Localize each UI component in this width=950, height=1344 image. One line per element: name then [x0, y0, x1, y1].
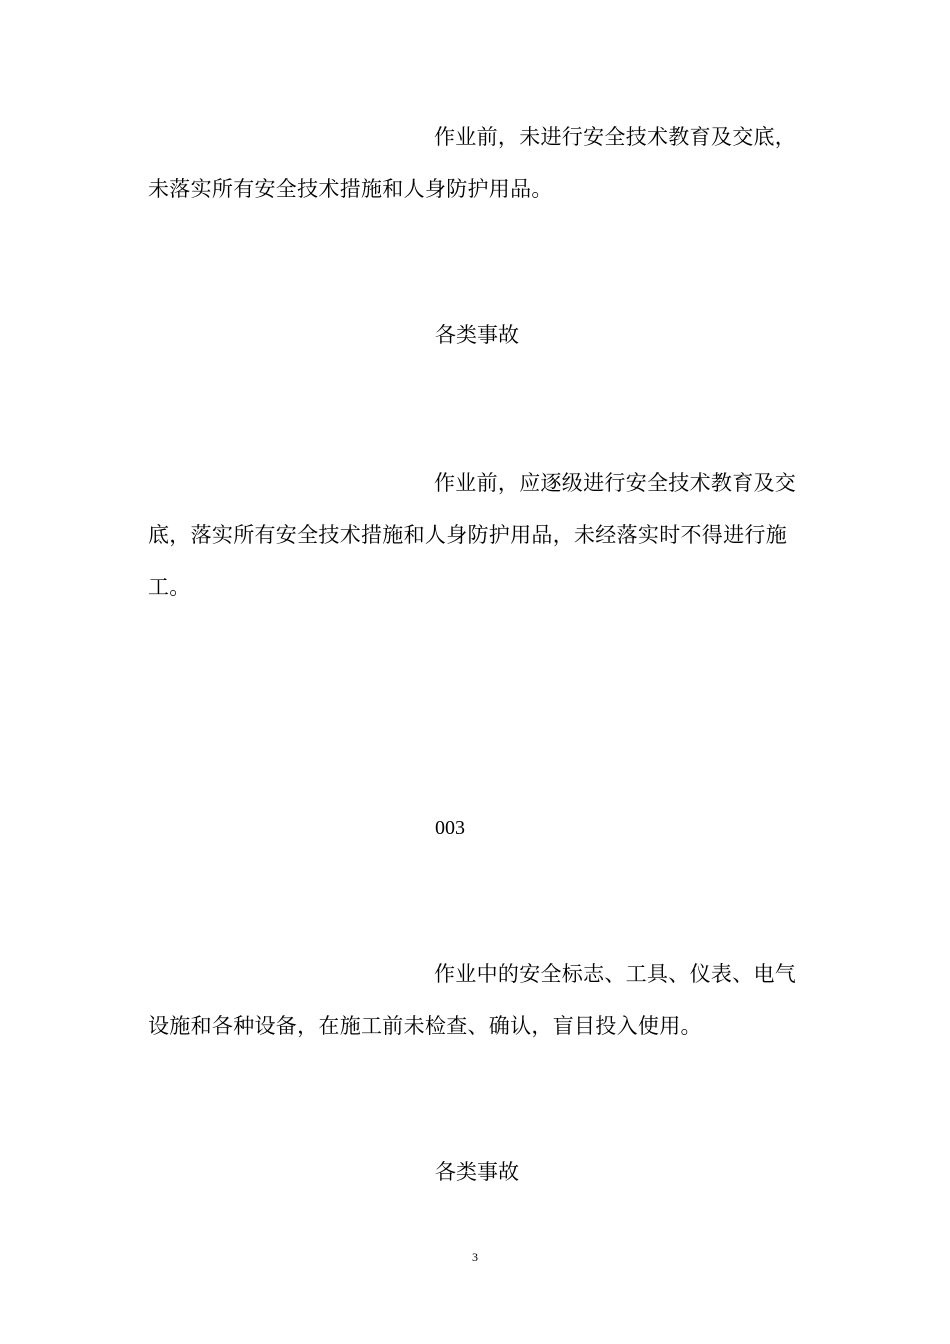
paragraph-hazard-2: 作业中的安全标志、工具、仪表、电气设施和各种设备，在施工前未检查、确认，盲目投入使用。	[148, 962, 797, 1038]
heading-accident-type-1: 各类事故	[435, 323, 519, 347]
heading-accident-type-2: 各类事故	[435, 1160, 519, 1184]
paragraph-measure-1: 作业前，应逐级进行安全技术教育及交底，落实所有安全技术措施和人身防护用品，未经落实时不得进行施工。	[148, 471, 797, 599]
paragraph-hazard-1: 作业前，未进行安全技术教育及交底，未落实所有安全技术措施和人身防护用品。	[148, 125, 797, 201]
item-code: 003	[435, 817, 465, 839]
page-number: 3	[472, 1250, 478, 1264]
